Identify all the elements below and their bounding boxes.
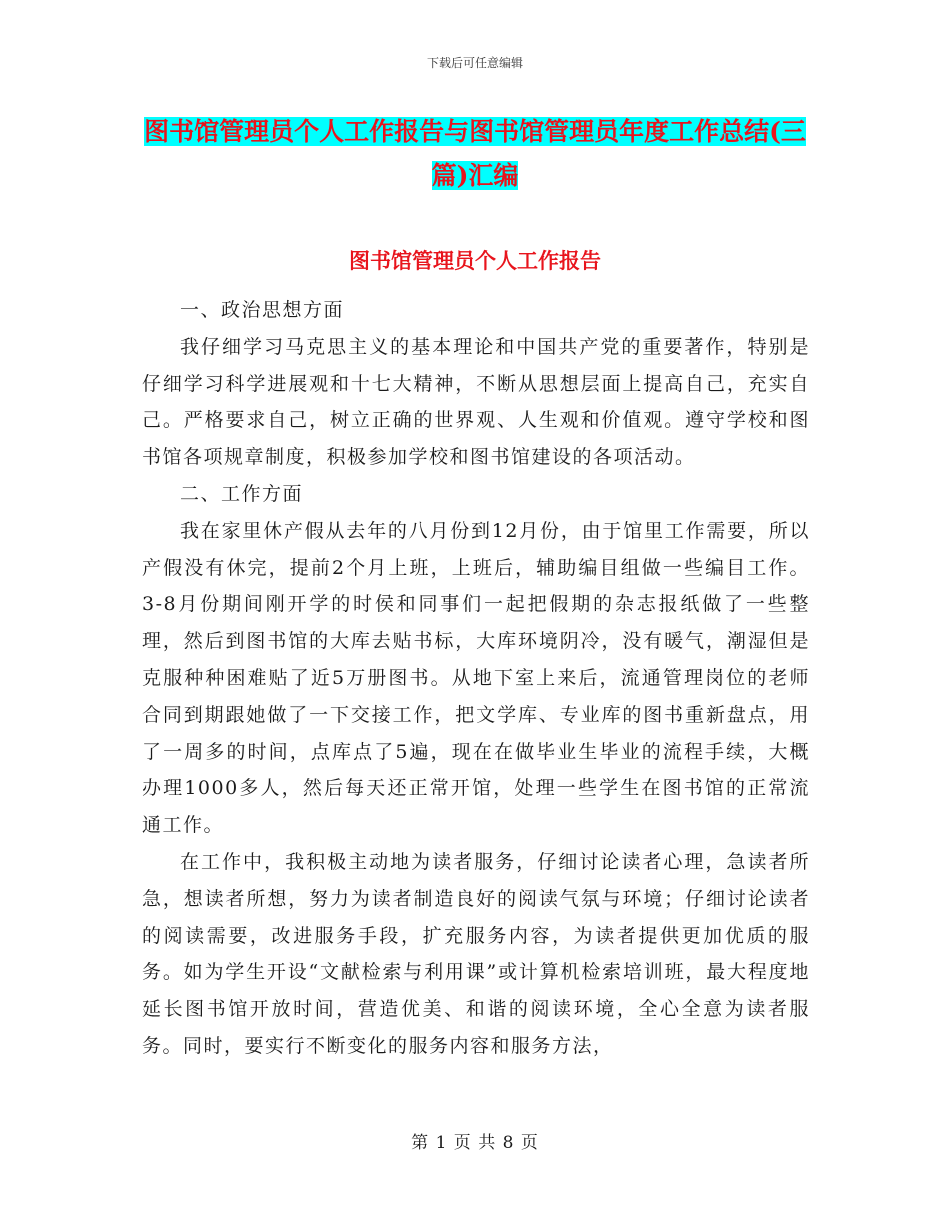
- heading-political: 一、政治思想方面: [180, 299, 345, 321]
- document-body: [142, 292, 810, 1065]
- page-number-footer: 第 1 页 共 8 页: [411, 1133, 539, 1153]
- heading-work: 二、工作方面: [180, 482, 304, 505]
- section-title: 图书馆管理员个人工作报告: [349, 248, 601, 273]
- page-header-note: 下载后可任意编辑: [426, 56, 523, 70]
- paragraph: 我仔细学习马克思主义的基本理论和中国共产党的重要著作，特别是仔细学习科学进展观和十七大精神，不断从思想层面上提高自己，充实自己。严格要求自己，树立正确的世界观、人生观和价值观。遵守学校和图书馆各项规章制度，积极参加学校和图书馆建设的各项活动。: [142, 335, 810, 469]
- document-title-text: 图书馆管理员个人工作报告与图书馆管理员年度工作总结(三篇)汇编: [144, 117, 806, 190]
- paragraph: 在工作中，我积极主动地为读者服务，仔细讨论读者心理，急读者所急，想读者所想，努力为读者制造良好的阅读气氛与环境；仔细讨论读者的阅读需要，改进服务手段，扩充服务内容，为读者提供更加优质的服务。如为学生开设“文献检索与利用课”或计算机检索培训班，最大程度地延长图书馆开放时间，营造优美、和谐的阅读环境，全心全意为读者服务。同时，要实行不断变化的服务内容和服务方法，: [142, 850, 810, 1057]
- paragraph: 我在家里休产假从去年的八月份到12月份，由于馆里工作需要，所以产假没有休完，提前2个月上班，上班后，辅助编目组做一些编目工作。3-8月份期间刚开学的时侯和同事们一起把假期的杂志报纸做了一些整理，然后到图书馆的大库去贴书标，大库环境阴冷，没有暖气，潮湿但是克服种种困难贴了近5万册图书。从地下室上来后，流通管理岗位的老师合同到期跟她做了一下交接工作，把文学库、专业库的图书重新盘点，用了一周多的时间，点库点了5遍，现在在做毕业生毕业的流程手续，大概办理1000多人，然后每天还正常开馆，处理一些学生在图书馆的正常流通工作。: [142, 519, 810, 837]
- document-title: [140, 110, 810, 198]
